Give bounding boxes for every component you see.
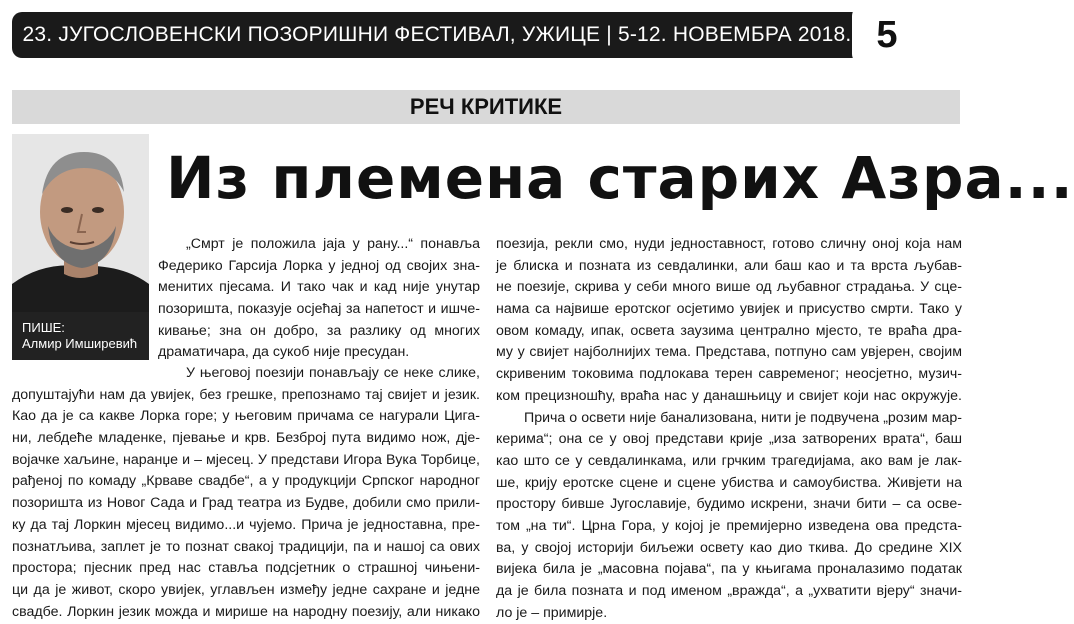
- header-bar: [12, 12, 930, 58]
- article-column-c: [496, 234, 962, 624]
- text-line: драматичара, да сукоб није пресудан.: [158, 344, 410, 361]
- text-line: познатљива, заплет је то познат свакој традицији, па и нашој са ових: [12, 538, 480, 555]
- text-line: је блиска и позната из севдалинки, али баш као и та врста љубав-: [496, 257, 962, 274]
- text-line: позоришта из Новог Сада и Град театра из Будве, добили смо прили-: [12, 495, 480, 512]
- article-column-a: [158, 234, 480, 364]
- text-line: ло је – примирје.: [496, 604, 608, 621]
- text-line: ком прецизношћу, враћа нас у данашњицу и свијет који нас окружује.: [496, 387, 962, 404]
- text-line: простора; пјесник пред нас ставља подсјетник о страшној чињени-: [12, 560, 480, 577]
- section-band: [12, 90, 960, 124]
- author-caption-label: ПИШЕ:: [22, 320, 65, 335]
- text-line: да је била позната и под именом „вражда“, а „ухватити вјеру“ значи-: [496, 583, 962, 599]
- header-title: 23. ЈУГОСЛОВЕНСКИ ПОЗОРИШНИ ФЕСТИВАЛ, УЖИЦЕ | 5-12. НОВЕМБРА 2018.: [22, 23, 852, 46]
- page-number: 5: [876, 14, 898, 56]
- text-line: нама са највише еротског осјетимо увијек и присуство смрти. Тако у: [496, 301, 962, 318]
- author-photo: [12, 134, 149, 312]
- text-line: вијека била је „масовна појава“, па у књигама проналазимо податак: [496, 561, 962, 578]
- text-line: Као да је са какве Лорка горе; у његовим причама се нагурали Цига-: [12, 408, 480, 425]
- text-line: позоришта, показује осјећај за напетост и ишче-: [158, 301, 480, 318]
- author-name: Алмир Имширевић: [22, 336, 138, 351]
- text-line: ше, крију еротске сцене и сцене убиства и самоубиства. Живјети на: [496, 474, 962, 491]
- author-caption: [12, 312, 149, 360]
- text-line: „Смрт је положила јаја у рану...“ понавља: [186, 236, 480, 252]
- text-line: Прича о освети није банализована, нити је подвучена „розим мар-: [524, 409, 962, 426]
- text-line: Федерико Гарсија Лорка у једној од својих зна-: [158, 257, 480, 274]
- text-line: не поезије, скрива у себи много више од љубавног страдања. У сце-: [496, 279, 962, 296]
- text-line: му у свијет најболнијих тема. Представа, потпуно сам увјерен, својим: [496, 344, 962, 361]
- text-line: том „на ти“. Црна Гора, у којој је премијерно изведена ова предста-: [496, 517, 962, 534]
- text-line: кивање; зна он добро, за разлику од многих: [158, 322, 480, 339]
- author-portrait-image: [12, 134, 149, 312]
- text-line: поезија, рекли смо, нуди једноставност, готово сличну оној која нам: [496, 236, 962, 252]
- text-line: свадбе. Лоркин језик можда и мирише на народну поезију, али никако: [12, 603, 480, 620]
- text-line: овом комаду, ипак, освета заузима централно мјесто, те враћа дра-: [496, 322, 962, 339]
- text-line: ци да је живот, скоро увијек, углављен између једне сахране и једне: [12, 581, 480, 598]
- text-line: као што се у севдалинкама, или грчким трагедијама, ако вам је лак-: [496, 452, 962, 469]
- text-line: ва, у својој историји биљежи освету као дио ткива. До средине XIX: [496, 539, 962, 556]
- text-line: ни, лебдеће младенке, пјевање и крв. Безброј пута видимо нож, дје-: [12, 430, 480, 447]
- section-label: РЕЧ КРИТИКЕ: [409, 94, 563, 119]
- text-line: ку да тај Лоркин мјесец видимо...и чујемо. Прича је једноставна, пре-: [12, 516, 480, 533]
- text-line: војачке хаљине, наранџе и – мјесец. У представи Игора Вука Торбице,: [12, 451, 480, 468]
- text-line: допуштајући нам да увијек, без грешке, препознамо тај свијет и језик.: [12, 386, 480, 403]
- article-column-b: [12, 363, 480, 623]
- text-line: менитих пјесама. И тако чак и кад није унутар: [158, 279, 480, 296]
- text-line: У његовој поезији понављају се неке слике,: [186, 365, 480, 381]
- text-line: скривеним токовима подлокава терен савременог; неосјетно, музич-: [496, 366, 962, 383]
- text-line: простору бивше Југославије, будимо искрени, значи бити – са осве-: [496, 496, 962, 513]
- text-line: рађеној по комаду „Крваве свадбе“, а у продукцији Српског народног: [12, 473, 480, 490]
- article-headline: Из племена старих Азра...: [166, 144, 1074, 212]
- text-line: керима“; она се у овој представи крије „иза затворених врата“, баш: [496, 431, 962, 448]
